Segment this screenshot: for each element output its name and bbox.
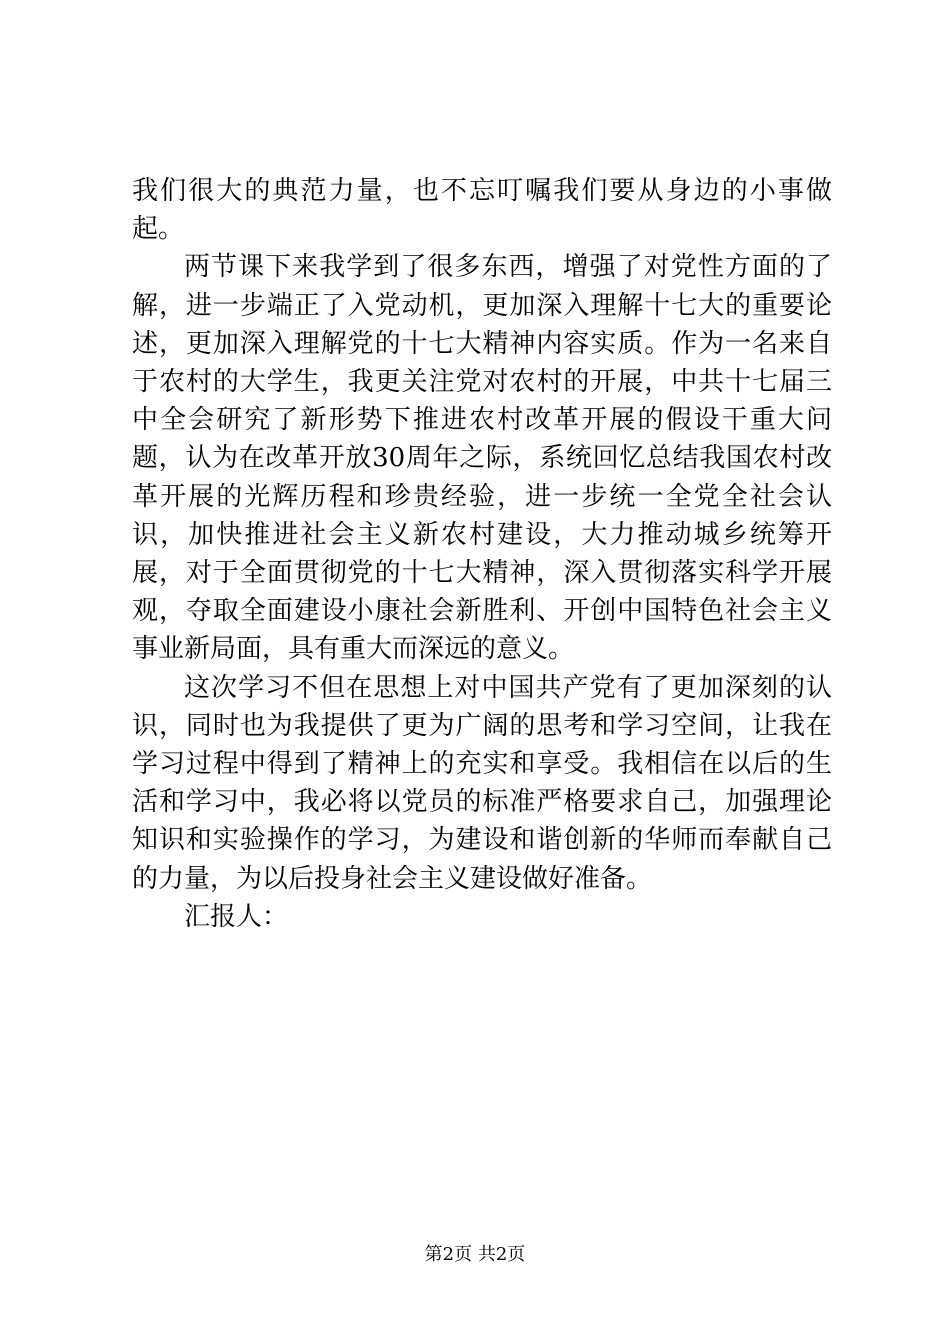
document-body xyxy=(132,172,832,936)
paragraph-study-gains: 两节课下来我学到了很多东西，增强了对党性方面的了解，进一步端正了入党动机，更加深入理解十七大的重要论述，更加深入理解党的十七大精神内容实质。作为一名来自于农村的大学生，我更关注党对农村的开展，中共十七届三中全会研究了新形势下推进农村改革开展的假设干重大问题，认为在改革开放30周年之际，系统回忆总结我国农村改革开展的光辉历程和珍贵经验，进一步统一全党全社会认识，加快推进社会主义新农村建设，大力推动城乡统筹开展，对于全面贯彻党的十七大精神，深入贯彻落实科学开展观，夺取全面建设小康社会新胜利、开创中国特色社会主义事业新局面，具有重大而深远的意义。 xyxy=(132,252,832,665)
reporter-signature-line: 汇报人： xyxy=(184,901,289,932)
page-footer xyxy=(0,1243,950,1267)
page-number: 第2页 共2页 xyxy=(424,1244,526,1265)
paragraph-study-reflection: 这次学习不但在思想上对中国共产党有了更加深刻的认识，同时也为我提供了更为广阔的思考和学习空间，让我在学习过程中得到了精神上的充实和享受。我相信在以后的生活和学习中，我必将以党员的标准严格要求自己，加强理论知识和实验操作的学习，为建设和谐创新的华师而奉献自己的力量，为以后投身社会主义建设做好准备。 xyxy=(132,672,832,894)
paragraph-continuation: 我们很大的典范力量，也不忘叮嘱我们要从身边的小事做起。 xyxy=(132,176,832,245)
